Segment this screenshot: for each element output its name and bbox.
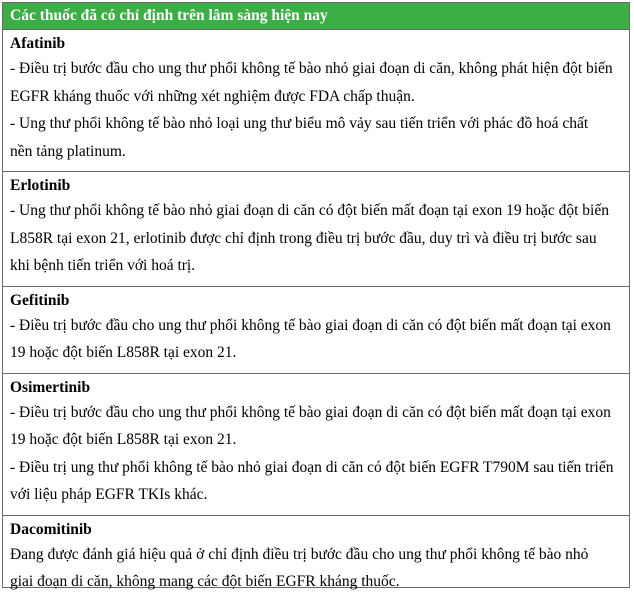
drug-name: Gefitinib (10, 291, 70, 309)
indication-line: - Điều trị bước đầu cho ung thư phổi không tế bào giai đoạn di căn có đột biến mất đoạn tại exon (10, 403, 611, 421)
indication-line: 19 hoặc đột biến L858R tại exon 21. (10, 431, 237, 448)
drug-name: Osimertinib (10, 378, 91, 396)
indication-line: 19 hoặc đột biến L858R tại exon 21. (10, 344, 237, 361)
drug-name: Afatinib (10, 35, 66, 52)
indication-line: L858R tại exon 21, erlotinib được chỉ định trong điều trị bước đầu, duy trì và điều trị bước sau (10, 229, 597, 247)
drug-table (2, 2, 630, 588)
drug-section-osimertinib (3, 374, 629, 516)
indication-line: - Điều trị bước đầu cho ung thư phổi không tế bào giai đoạn di căn có đột biến mất đoạn tại exon (10, 316, 611, 334)
indication-line: nền tảng platinum. (10, 142, 126, 160)
drug-section-gefitinib (3, 287, 629, 374)
indication-line: EGFR kháng thuốc với những xét nghiệm được FDA chấp thuận. (10, 87, 415, 105)
indication-line: - Điều trị ung thư phổi không tế bào nhỏ giai đoạn di căn có đột biến EGFR T790M sau tiến triển (10, 458, 614, 476)
drug-name: Erlotinib (10, 177, 71, 194)
indication-line: Đang được đánh giá hiệu quả ở chỉ định điều trị bước đầu cho ung thư phổi không tế bào nhỏ (10, 545, 589, 563)
drug-section-erlotinib (3, 172, 629, 287)
drug-section-dacomitinib (3, 516, 629, 602)
drug-name: Dacomitinib (10, 520, 92, 538)
indication-line: - Ung thư phổi không tế bào nhỏ giai đoạn di căn có đột biến mất đoạn tại exon 19 hoặc đột biến (10, 202, 609, 219)
indication-line: khi bệnh tiến triển với hoá trị. (10, 257, 196, 274)
indication-line: - Ung thư phổi không tế bào nhỏ loại ung thư biểu mô vảy sau tiến triển với phác đồ hoá chất (10, 115, 589, 132)
drug-section-afatinib (3, 30, 629, 172)
indication-line: - Điều trị bước đầu cho ung thư phổi không tế bào nhỏ giai đoạn di căn, không phát hiện đột biến (10, 60, 613, 77)
indication-line: giai đoạn di căn, không mang các đột biến EGFR kháng thuốc. (10, 573, 400, 590)
indication-line: với liệu pháp EGFR TKIs khác. (10, 486, 208, 503)
table-header: Các thuốc đã có chỉ định trên lâm sàng hiện nay (3, 3, 629, 30)
